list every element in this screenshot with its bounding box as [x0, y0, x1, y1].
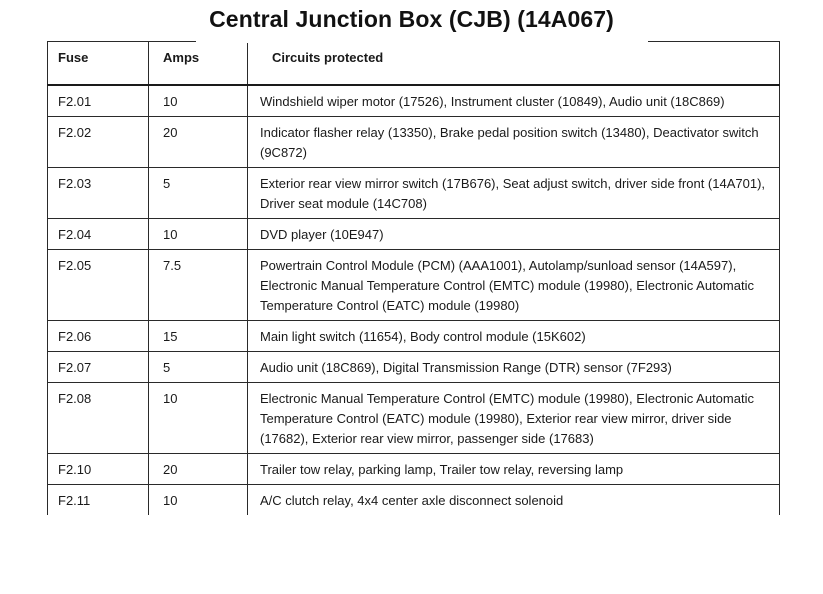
table-row [48, 382, 780, 453]
table-row [48, 320, 780, 351]
amps-cell: 20 [149, 453, 248, 484]
amps-cell: 10 [149, 382, 248, 453]
circuits-cell: DVD player (10E947) [248, 218, 780, 249]
page-title: Central Junction Box (CJB) (14A067) [209, 6, 614, 32]
column-header-fuse: Fuse [48, 42, 149, 85]
circuits-cell: Trailer tow relay, parking lamp, Trailer tow relay, reversing lamp [248, 453, 780, 484]
amps-cell: 10 [149, 85, 248, 117]
fuse-cell: F2.04 [48, 218, 149, 249]
fuse-cell: F2.02 [48, 116, 149, 167]
title-gap [196, 40, 648, 43]
amps-cell: 20 [149, 116, 248, 167]
circuits-cell: Indicator flasher relay (13350), Brake pedal position switch (13480), Deactivator switch (9C872) [248, 116, 780, 167]
circuits-cell: Electronic Manual Temperature Control (EMTC) module (19980), Electronic Automatic Temperature Control (EATC) module (19980), Exterior rear view mirror, driver side (17682), Exterior rear view mirror, passenger side (17683) [248, 382, 780, 453]
circuits-cell: Main light switch (11654), Body control module (15K602) [248, 320, 780, 351]
table-row [48, 453, 780, 484]
amps-cell: 10 [149, 484, 248, 515]
column-header-circuits: Circuits protected [248, 42, 780, 85]
fuse-cell: F2.05 [48, 249, 149, 320]
column-header-amps: Amps [149, 42, 248, 85]
table-body [48, 85, 780, 515]
table-header [48, 42, 780, 85]
circuits-cell: Exterior rear view mirror switch (17B676), Seat adjust switch, driver side front (14A701), Driver seat module (14C708) [248, 167, 780, 218]
table-row [48, 249, 780, 320]
circuits-cell: A/C clutch relay, 4x4 center axle disconnect solenoid [248, 484, 780, 515]
table-row [48, 484, 780, 515]
table-row [48, 116, 780, 167]
circuits-cell: Audio unit (18C869), Digital Transmission Range (DTR) sensor (7F293) [248, 351, 780, 382]
table-row [48, 351, 780, 382]
amps-cell: 5 [149, 167, 248, 218]
fuse-cell: F2.10 [48, 453, 149, 484]
fuse-cell: F2.01 [48, 85, 149, 117]
table-row [48, 218, 780, 249]
amps-cell: 10 [149, 218, 248, 249]
circuits-cell: Windshield wiper motor (17526), Instrument cluster (10849), Audio unit (18C869) [248, 85, 780, 117]
amps-cell: 15 [149, 320, 248, 351]
circuits-cell: Powertrain Control Module (PCM) (AAA1001), Autolamp/sunload sensor (14A597), Electronic Manual Temperature Control (EMTC) module (19980), Electronic Automatic Temperature Control (EATC) module (19980) [248, 249, 780, 320]
fuse-table [47, 41, 780, 515]
fuse-cell: F2.07 [48, 351, 149, 382]
amps-cell: 5 [149, 351, 248, 382]
fuse-cell: F2.03 [48, 167, 149, 218]
amps-cell: 7.5 [149, 249, 248, 320]
table-row [48, 167, 780, 218]
header-row [48, 42, 780, 85]
table-row [48, 85, 780, 117]
fuse-cell: F2.11 [48, 484, 149, 515]
fuse-cell: F2.06 [48, 320, 149, 351]
fuse-cell: F2.08 [48, 382, 149, 453]
